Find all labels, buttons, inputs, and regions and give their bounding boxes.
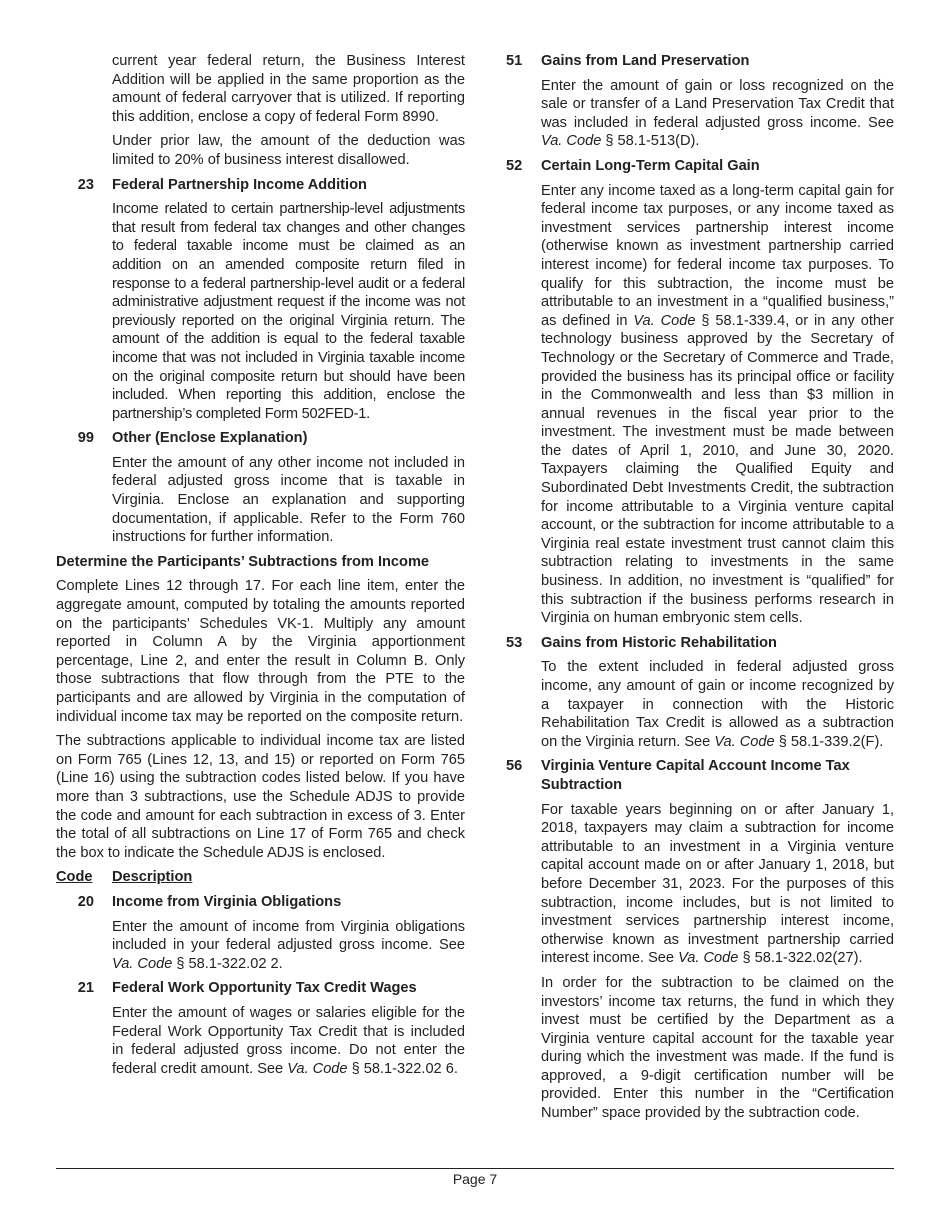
item-56-text-2: In order for the subtraction to be claimed on the investors’ income tax returns, the fund in which they invest must be certified by the Department as a Virginia venture capital account for the taxable year during which the investment was made. If the fund is approved, a 9-digit certification number will be provided. Enter this number in the “Certification Number” space provided by the subtraction code.	[541, 974, 894, 1122]
item-21-heading	[56, 979, 465, 998]
item-title: Virginia Venture Capital Account Income Tax Subtraction	[541, 758, 850, 793]
item-99-text: Enter the amount of any other income not included in federal adjusted gross income that is taxable in Virginia. Enclose an explanation and supporting documentation, if applicable. Refer to the Form 760 instructions for further information.	[112, 454, 465, 546]
item-title: Gains from Historic Rehabilitation	[541, 634, 777, 651]
item-title: Income from Virginia Obligations	[112, 893, 342, 910]
item-code: 21	[77, 980, 94, 997]
code-citation: Va. Code	[714, 733, 775, 750]
code-citation: Va. Code	[287, 1060, 348, 1077]
subtractions-section-title: Determine the Participants’ Subtractions from Income	[56, 553, 430, 570]
code-header: Code	[56, 869, 93, 886]
footer-divider	[56, 1168, 894, 1169]
item-code: 53	[506, 634, 523, 651]
code-description-header	[56, 868, 465, 887]
subtractions-paragraph-1: Complete Lines 12 through 17. For each line item, enter the aggregate amount, computed by totaling the amounts reported on the participants’ Schedules VK-1. Multiply any amount reported in Column A by the Virginia apportionment percentage, Line 2, and enter the result in Column B. Only those subtractions that flow through from the PTE to the participants and are allowed by Virginia in the computation of individual income tax may be reported on the composite return.	[56, 578, 465, 725]
item-code: 20	[77, 893, 94, 910]
item-21-text: Enter the amount of wages or salaries eligible for the Federal Work Opportunity Tax Credit that is included in federal adjusted gross income. Do not enter the federal credit amount. See Va. Code § 58.1-322.02 6.	[112, 1004, 465, 1077]
subtractions-paragraph-2: The subtractions applicable to individual income tax are listed on Form 765 (Lines 12, 13, and 15) or reported on Form 765 (Line 16) using the subtraction codes listed below. If you have more than 3 subtractions, use the Schedule ADJS to provide the code and amount for each subtraction in excess of 3. Enter the total of all subtractions on Line 17 of Form 765 and check the box to indicate the Schedule ADJS is enclosed.	[56, 733, 465, 861]
prior-law-paragraph: Under prior law, the amount of the deduction was limited to 20% of business interest disallowed.	[112, 133, 465, 168]
item-23-heading	[56, 176, 465, 195]
code-citation: Va. Code	[678, 950, 739, 967]
item-56-heading	[485, 757, 894, 794]
item-title: Federal Partnership Income Addition	[112, 176, 367, 193]
item-code: 56	[506, 758, 523, 775]
item-title: Gains from Land Preservation	[541, 53, 750, 69]
right-column	[485, 52, 894, 1129]
item-23-text: Income related to certain partnership-level adjustments that result from federal tax changes and other changes to federal taxable income must be claimed as an addition on an amended composite return filed in response to a federal partnership-level audit or a federal administrative adjustment request if the income was not previously reported on the original Virginia return. The amount of the addition is equal to the federal taxable income that was not included in Virginia taxable income on the original composite return but should have been included. When reporting this addition, enclose the partnership’s completed Form 502FED-1.	[112, 201, 465, 422]
item-code: 99	[77, 430, 94, 447]
item-title: Other (Enclose Explanation)	[112, 430, 308, 447]
item-51-text: Enter the amount of gain or loss recognized on the sale or transfer of a Land Preservation Tax Credit that was included in federal adjusted gross income. See Va. Code § 58.1-513(D).	[541, 77, 894, 150]
item-20-text: Enter the amount of income from Virginia obligations included in your federal adjusted gross income. See Va. Code § 58.1-322.02 2.	[112, 918, 465, 972]
item-53-heading	[485, 634, 894, 653]
item-title: Certain Long-Term Capital Gain	[541, 157, 760, 174]
item-code: 52	[506, 157, 523, 174]
description-header: Description	[112, 869, 193, 886]
item-99-heading	[56, 429, 465, 448]
item-53-text: To the extent included in federal adjusted gross income, any amount of gain or income recognized by a taxpayer in connection with the Historic Rehabilitation Tax Credit is allowed as a subtraction on the Virginia return. See Va. Code § 58.1-339.2(F).	[541, 659, 894, 750]
item-52-text: Enter any income taxed as a long-term capital gain for federal income tax purposes, or any income taxed as investment services partnership interest income (otherwise known as investment partnership carried interest income) for federal income tax purposes. To qualify for this subtraction, the income must be attributable to an investment in a “qualified business,” as defined in Va. Code § 58.1-339.4, or in any other technology business approved by the Secretary of Technology or the Secretary of Commerce and Trade, provided the business has its principal office or facility in the Commonwealth and less than $3 million in annual revenues in the fiscal year prior to the investment. The investment must be made between the dates of April 1, 2010, and June 30, 2020. Taxpayers claiming the Qualified Equity and Subordinated Debt Investments Credit, the subtraction for income attributable to a Virginia venture capital account, or the subtraction for income attributable to a Virginia real estate investment trust cannot claim this subtraction relating to investments in the same business. In addition, no investment is “qualified” for this subtraction if the business performs research in Virginia on human embryonic stem cells.	[541, 182, 894, 627]
item-56-text-1: For taxable years beginning on or after January 1, 2018, taxpayers may claim a subtraction for income attributable to an investment in a Virginia venture capital account made on or after January 1, 2018, but before December 31, 2023. For the purposes of this subtraction, income includes, but is not limited to investment services partnership interest income, otherwise known as investment partnership carried interest income. See Va. Code § 58.1-322.02(27).	[541, 801, 894, 967]
item-52-heading	[485, 157, 894, 176]
item-20-heading	[56, 893, 465, 912]
left-column	[56, 52, 465, 1084]
item-title: Federal Work Opportunity Tax Credit Wages	[112, 980, 417, 997]
item-51-heading	[485, 52, 894, 71]
item-code: 51	[506, 53, 523, 69]
continued-paragraph: current year federal return, the Business Interest Addition will be applied in the same proportion as the amount of federal carryover that is utilized. If reporting this addition, enclose a copy of federal Form 8990.	[112, 53, 465, 125]
item-code: 23	[77, 176, 94, 193]
code-citation: Va. Code	[112, 955, 173, 972]
page-number: Page 7	[452, 1171, 498, 1187]
code-citation: Va. Code	[633, 312, 696, 329]
code-citation: Va. Code	[541, 133, 602, 150]
